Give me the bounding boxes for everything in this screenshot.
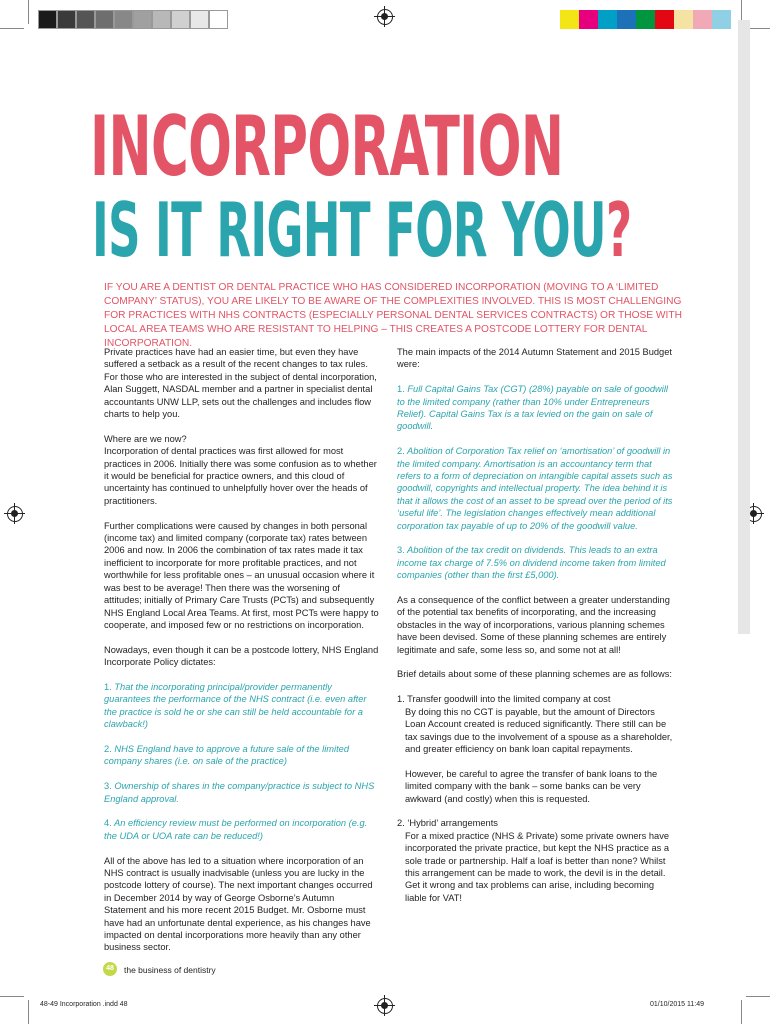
headline-secondary-text: IS IT RIGHT FOR YOU xyxy=(92,186,606,274)
color-swatch xyxy=(209,10,228,29)
list-text: Full Capital Gains Tax (CGT) (28%) payable on sale of goodwill to the limited company (rather than 10% under Entrepreneurs Relief). Capital Gains Tax is a tax levied on the gain on sale of goodwill. xyxy=(397,384,668,432)
crop-mark xyxy=(746,996,770,997)
scheme-title: 2. ‘Hybrid’ arrangements xyxy=(397,818,498,829)
registration-mark-icon xyxy=(7,506,23,522)
registration-mark-icon xyxy=(377,9,393,25)
list-item xyxy=(397,383,677,433)
question-mark: ? xyxy=(605,186,632,274)
list-text: An efficiency review must be performed on incorporation (e.g. the UDA or UOA rate can be reduced!) xyxy=(104,818,368,841)
file-slug: 48-49 Incorporation .indd 48 xyxy=(40,1001,128,1008)
crop-mark xyxy=(741,1000,742,1024)
grey-color-bar xyxy=(38,10,228,29)
section-heading: Brief details about some of these planning schemes are as follows: xyxy=(397,669,672,680)
process-color-bar xyxy=(560,10,731,29)
list-text: NHS England have to approve a future sale of the limited company shares (i.e. on sale of the practice) xyxy=(104,743,349,767)
list-number: 4. xyxy=(104,818,112,829)
color-swatch xyxy=(76,10,95,29)
color-swatch xyxy=(38,10,57,29)
list-text: That the incorporating principal/provider permanently guarantees the performance of the NHS contract (i.e. even after the practice is sold he or she can still be held accountable for a clawback!) xyxy=(104,681,367,730)
section-heading: The main impacts of the 2014 Autumn Statement and 2015 Budget were: xyxy=(397,347,672,370)
list-number: 1. xyxy=(104,681,112,692)
color-swatch xyxy=(579,10,598,29)
color-swatch xyxy=(171,10,190,29)
scheme-title: 1. Transfer goodwill into the limited company at cost xyxy=(397,694,611,705)
list-item xyxy=(104,743,379,768)
list-item xyxy=(104,681,379,731)
left-column xyxy=(104,346,379,966)
paragraph: Private practices have had an easier time, but even they have suffered a setback as a result of the recent changes to tax rules. For those who are interested in the subject of dental incorporation, Alan Suggett, NASDAL member and a partner in specialist dental accountants UNW LLP, sets out the challenges and includes flow charts to help you. xyxy=(104,347,377,420)
list-item xyxy=(397,544,677,581)
list-item xyxy=(104,817,379,842)
section-heading: Where are we now? xyxy=(104,433,187,444)
color-swatch xyxy=(598,10,617,29)
paragraph: All of the above has led to a situation where incorporation of an NHS contract is usually inadvisable (unless you are lucky in the postcode lottery of course). The next important changes occurred in December 2014 by way of George Osborne’s Autumn Statement and his more recent 2015 Budget. Mr. Osborne must have had an unfortunate dental experience, as his changes have impacted on dental incorporations more heavily than any other business sector. xyxy=(104,855,373,953)
color-swatch xyxy=(712,10,731,29)
page-number-badge: 48 xyxy=(103,962,117,976)
crop-mark xyxy=(0,996,24,997)
list-text: Abolition of the tax credit on dividends. This leads to an extra income tax charge of 7.5% on dividend income taken from limited companies (other than the first £5,000). xyxy=(397,545,666,581)
right-column xyxy=(397,346,677,917)
headline-primary: INCORPORATION xyxy=(90,98,564,195)
crop-mark xyxy=(28,1000,29,1024)
paragraph: Incorporation of dental practices was first allowed for most practices in 2006. Initially there was some confusion as to whether it would be beneficial for practice owners, and this cloud of uncertainty has continued to unhelpfully hover over the heads of practitioners. xyxy=(104,446,377,506)
list-number: 3. xyxy=(397,545,405,556)
color-swatch xyxy=(560,10,579,29)
color-swatch xyxy=(114,10,133,29)
list-number: 2. xyxy=(104,743,112,754)
color-swatch xyxy=(636,10,655,29)
facing-page-edge xyxy=(738,20,750,634)
list-item xyxy=(397,445,677,532)
color-swatch xyxy=(655,10,674,29)
color-swatch xyxy=(693,10,712,29)
section-heading: Nowadays, even though it can be a postcode lottery, NHS England Incorporate Policy dictates: xyxy=(104,644,379,668)
date-slug: 01/10/2015 11:49 xyxy=(650,1001,704,1008)
registration-mark-icon xyxy=(377,998,393,1014)
publication-name: the business of dentistry xyxy=(124,965,216,975)
list-number: 2. xyxy=(397,446,405,457)
crop-mark xyxy=(28,0,29,24)
paragraph: However, be careful to agree the transfer of bank loans to the limited company with the bank – some banks can be very awkward (and costly) when this is requested. xyxy=(405,768,658,804)
color-swatch xyxy=(190,10,209,29)
color-swatch xyxy=(133,10,152,29)
color-swatch xyxy=(95,10,114,29)
color-swatch xyxy=(617,10,636,29)
list-number: 3. xyxy=(104,781,112,792)
paragraph: Further complications were caused by changes in both personal (income tax) and limited company (corporate tax) rates between 2006 and now. In 2006 the combination of tax rates made it tax inefficient to incorporate for more profitable practices, and not worthwhile for less profitable ones – an unusual occasion where it was best to be average! Then there was the worsening of attitudes; initially of Primary Care Trusts (PCTs) and subsequently NHS England Local Area Teams. At first, most PCTs were happy to cooperate, and imposed few or no restrictions on incorporation. xyxy=(104,520,379,630)
headline-secondary xyxy=(92,186,632,274)
paragraph: By doing this no CGT is payable, but the amount of Directors Loan Account created is reduced significantly. There still can be tax savings due to the involvement of a spouse as a shareholder, and greater efficiency on bank loan capital repayments. xyxy=(405,706,673,754)
color-swatch xyxy=(152,10,171,29)
list-item xyxy=(104,780,379,805)
list-number: 1. xyxy=(397,384,405,395)
list-text-continued: The idea behind it is that it allows the cost of an asset to be spread over the period of its ‘useful life’. The legislation changes effectively mean additional corporation tax payable of up to 20% of the goodwill value. xyxy=(397,483,673,531)
paragraph: As a consequence of the conflict between a greater understanding of the potential tax benefits of incorporating, and the increasing obstacles in the way of incorporations, various planning schemes have been devised. Some of these planning schemes are entirely legitimate and safe, some less so, and some not at all! xyxy=(397,595,670,655)
color-swatch xyxy=(57,10,76,29)
list-text: Abolition of Corporation Tax relief on ‘amortisation’ of goodwill in the limited company. Amortisation is an accountancy term that refers to a form of depreciation on intangible capital assets such as goodwill, copyrights and intellectual property. xyxy=(397,446,673,494)
standfirst: IF YOU ARE A DENTIST OR DENTAL PRACTICE WHO HAS CONSIDERED INCORPORATION (MOVING TO A ‘LIMITED COMPANY’ STATUS), YOU ARE LIKELY TO BE AWARE OF THE COMPLEXITIES INVOLVED. THIS IS MOST CHALLENGING FOR PRACTICES WITH NHS CONTRACTS (ESPECIALLY PERSONAL DENTAL SERVICES CONTRACTS) OR THOSE WITH LOCAL AREA TEAMS WHO ARE RESISTANT TO HELPING – THIS CREATES A POSTCODE LOTTERY FOR DENTAL INCORPORATION. xyxy=(104,282,682,349)
list-text: Ownership of shares in the company/practice is subject to NHS England approval. xyxy=(104,781,375,804)
paragraph: For a mixed practice (NHS & Private) some private owners have incorporated the private practice, but kept the NHS practice as a sole trade or partnership. Half a loaf is better than none? Whilst this arrangement can be made to work, the devil is in the detail. Get it wrong and tax problems can arise, including becoming liable for VAT! xyxy=(405,830,670,903)
color-swatch xyxy=(674,10,693,29)
crop-mark xyxy=(0,28,24,29)
